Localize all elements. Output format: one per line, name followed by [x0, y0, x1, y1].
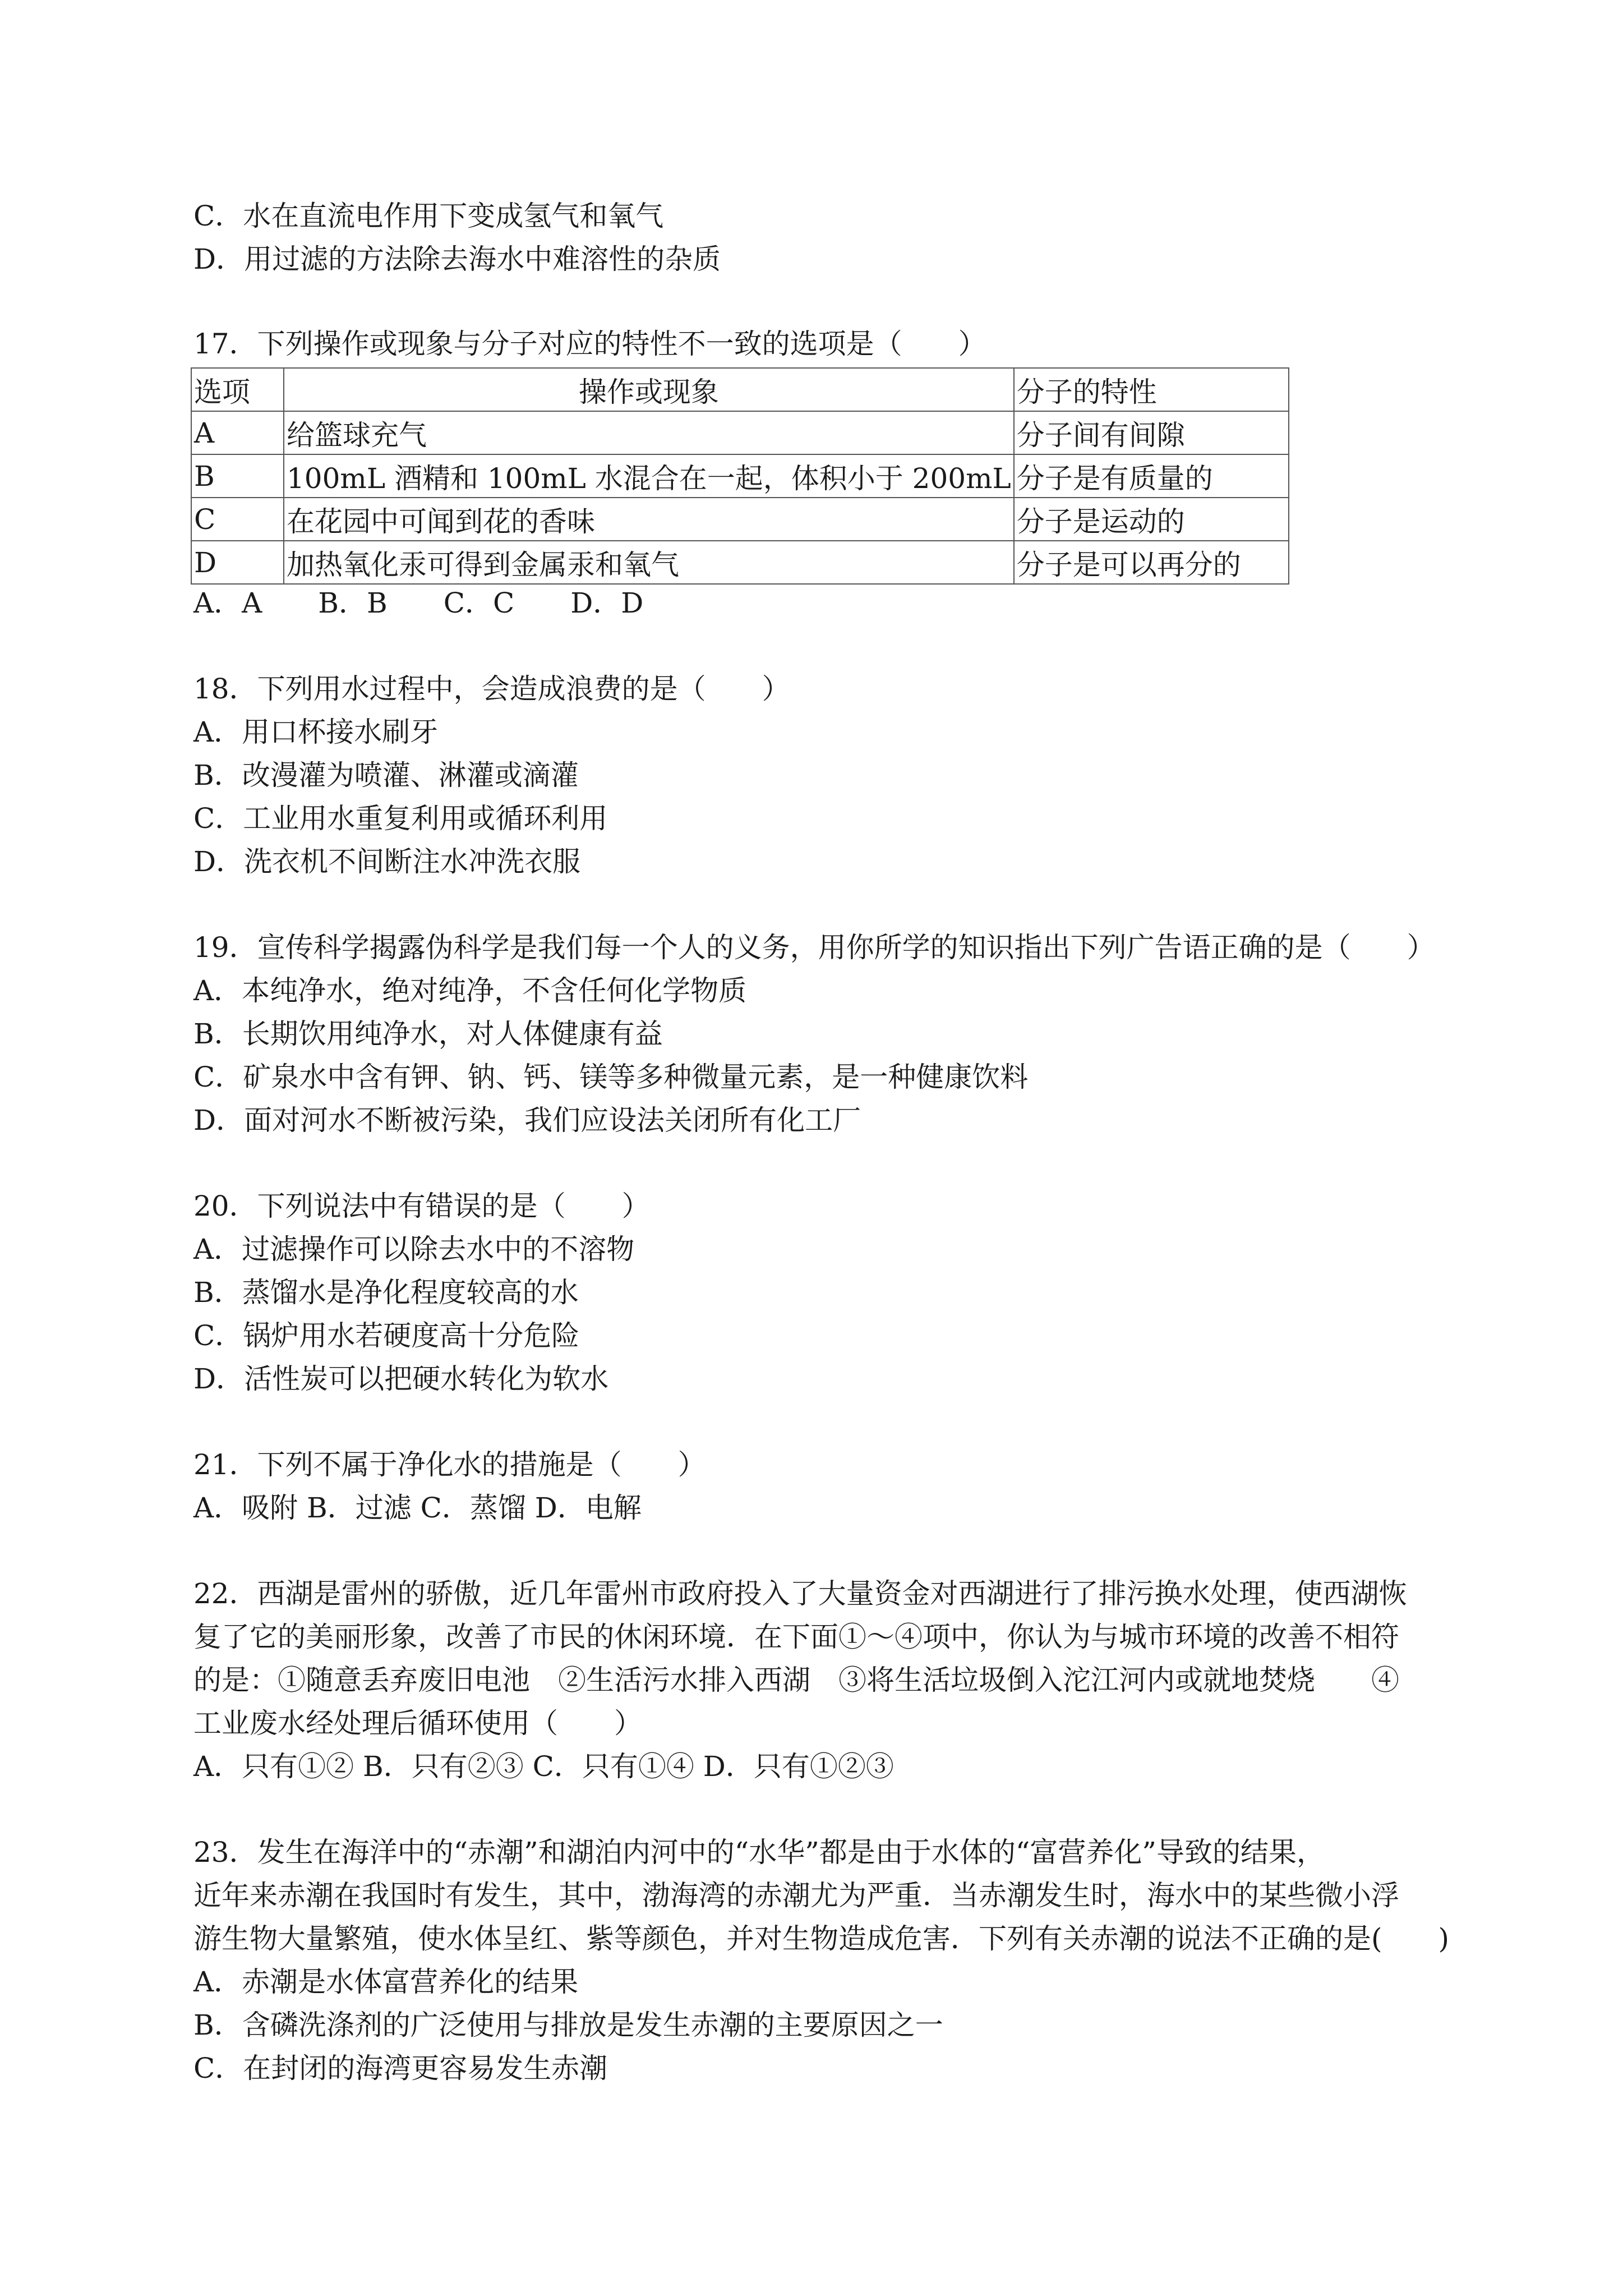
- table-row: [191, 498, 1289, 541]
- q18-option-a: A．用口杯接水刷牙: [193, 716, 439, 748]
- q17-header-property: 分子的特性: [1014, 368, 1289, 411]
- q17-options: A．A B．B C．C D．D: [193, 587, 644, 619]
- q17-header-option: 选项: [191, 368, 284, 411]
- q19-option-b: B．长期饮用纯净水，对人体健康有益: [193, 1018, 663, 1050]
- table-row: [191, 411, 1289, 454]
- q17-cell-phenomenon: 给篮球充气: [284, 411, 1014, 454]
- q20-option-a: A．过滤操作可以除去水中的不溶物: [193, 1233, 635, 1266]
- q23-line-2: 近年来赤潮在我国时有发生，其中，渤海湾的赤潮尤为严重．当赤潮发生时，海水中的某些微小浮: [193, 1879, 1399, 1912]
- q17-cell-option: A: [191, 411, 284, 454]
- q22-line-2: 复了它的美丽形象，改善了市民的休闲环境．在下面①～④项中，你认为与城市环境的改善不相符: [193, 1621, 1399, 1653]
- q19-option-a: A．本纯净水，绝对纯净，不含任何化学物质: [193, 974, 747, 1007]
- q21-stem: 21．下列不属于净化水的措施是（ ）: [193, 1448, 706, 1481]
- q18-option-b: B．改漫灌为喷灌、淋灌或滴灌: [193, 759, 579, 792]
- q22-line-3: 的是：①随意丢弃废旧电池 ②生活污水排入西湖 ③将生活垃圾倒入沱江河内或就地焚烧 ④: [193, 1664, 1399, 1696]
- q17-cell-phenomenon: 加热氧化汞可得到金属汞和氧气: [284, 541, 1014, 584]
- q23-line-3: 游生物大量繁殖，使水体呈红、紫等颜色，并对生物造成危害．下列有关赤潮的说法不正确的是( ): [193, 1922, 1450, 1955]
- table-row: [191, 454, 1289, 498]
- q19-option-c: C．矿泉水中含有钾、钠、钙、镁等多种微量元素，是一种健康饮料: [193, 1061, 1029, 1093]
- q18-option-d: D．洗衣机不间断注水冲洗衣服: [193, 845, 581, 878]
- q17-table-header-row: [191, 368, 1289, 411]
- q20-option-d: D．活性炭可以把硬水转化为软水: [193, 1363, 609, 1395]
- q17-stem: 17．下列操作或现象与分子对应的特性不一致的选项是（ ）: [193, 328, 986, 360]
- q19-option-d: D．面对河水不断被污染，我们应设法关闭所有化工厂: [193, 1104, 861, 1137]
- q23-option-a: A．赤潮是水体富营养化的结果: [193, 1966, 579, 1998]
- q17-cell-option: C: [191, 498, 284, 541]
- q18-option-c: C．工业用水重复利用或循环利用: [193, 802, 608, 835]
- q17-cell-property: 分子是可以再分的: [1014, 541, 1289, 584]
- q17-cell-option: B: [191, 454, 284, 498]
- q20-stem: 20．下列说法中有错误的是（ ）: [193, 1190, 650, 1222]
- q17-cell-property: 分子是有质量的: [1014, 454, 1289, 498]
- q16-option-c: C．水在直流电作用下变成氢气和氧气: [193, 200, 664, 232]
- q22-options: A．只有①② B．只有②③ C．只有①④ D．只有①②③: [193, 1750, 894, 1783]
- q20-option-b: B．蒸馏水是净化程度较高的水: [193, 1276, 579, 1309]
- table-row: [191, 541, 1289, 584]
- q22-line-4: 工业废水经处理后循环使用（ ）: [193, 1707, 642, 1740]
- q17-cell-option: D: [191, 541, 284, 584]
- q16-option-d: D．用过滤的方法除去海水中难溶性的杂质: [193, 243, 721, 275]
- q21-options: A．吸附 B．过滤 C．蒸馏 D．电解: [193, 1492, 642, 1524]
- q23-option-c: C．在封闭的海湾更容易发生赤潮: [193, 2052, 608, 2085]
- q19-stem: 19．宣传科学揭露伪科学是我们每一个人的义务，用你所学的知识指出下列广告语正确的是（ ）: [193, 931, 1435, 964]
- q17-table: [191, 367, 1289, 585]
- q20-option-c: C．锅炉用水若硬度高十分危险: [193, 1319, 580, 1352]
- q22-line-1: 22．西湖是雷州的骄傲，近几年雷州市政府投入了大量资金对西湖进行了排污换水处理，使西湖恢: [193, 1577, 1407, 1610]
- q17-cell-property: 分子间有间隙: [1014, 411, 1289, 454]
- q17-cell-phenomenon: 100mL 酒精和 100mL 水混合在一起，体积小于 200mL: [284, 454, 1014, 498]
- q23-line-1: 23．发生在海洋中的“赤潮”和湖泊内河中的“水华”都是由于水体的“富营养化”导致的结果，: [193, 1836, 1325, 1869]
- q23-option-b: B．含磷洗涤剂的广泛使用与排放是发生赤潮的主要原因之一: [193, 2009, 943, 2041]
- q17-header-phenomenon: 操作或现象: [284, 368, 1014, 411]
- q17-cell-property: 分子是运动的: [1014, 498, 1289, 541]
- q17-cell-phenomenon: 在花园中可闻到花的香味: [284, 498, 1014, 541]
- q18-stem: 18．下列用水过程中，会造成浪费的是（ ）: [193, 673, 790, 705]
